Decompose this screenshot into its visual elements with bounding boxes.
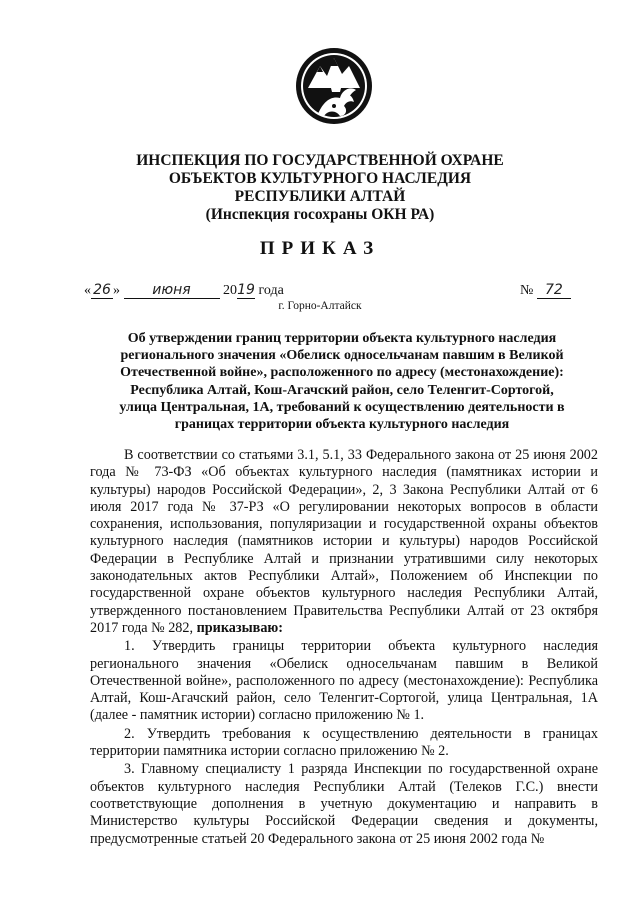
agency-line-3: РЕСПУБЛИКИ АЛТАЙ [234, 188, 406, 205]
order-item-1: 1. Утвердить границы территории объекта культурного наследия регионального значения «Обелиск односельчанам павшим в Великой Отечественной войне», расположенного по адресу (местонахождение): Республика Алтай, Кош-Агачский район, село Теленгит-Сортогой, улица Центральная, 1А (далее - памятник истории) согласно приложению № 1. [90, 638, 598, 724]
date-quote-close: » [113, 283, 120, 298]
date-day: 26 [91, 282, 113, 299]
date-year-suffix: 19 [237, 282, 255, 298]
agency-line-2: ОБЪЕКТОВ КУЛЬТУРНОГО НАСЛЕДИЯ [168, 170, 472, 187]
agency-short-name: (Инспекция госохраны ОКН РА) [205, 206, 435, 223]
agency-name-block [60, 152, 580, 224]
date-year-prefix: 20 [223, 283, 237, 298]
order-title: ПРИКАЗ [259, 238, 381, 259]
date-quote-open: « [84, 283, 91, 298]
subject-line: Об утверждении границ территории объекта культурного наследия [127, 331, 557, 346]
order-item-2: 2. Утвердить требования к осуществлению деятельности в границах территории памятника истории согласно приложению № 2. [90, 725, 598, 760]
subject-line: Отечественной войне», расположенного по адресу (местонахождение): [120, 365, 564, 381]
date-month: июня [124, 282, 220, 299]
subject-line: Республика Алтай, Кош-Агачский район, село Теленгит-Сортогой, [130, 382, 554, 398]
order-date [84, 282, 284, 299]
order-item-3: 3. Главному специалисту 1 разряда Инспекции по государственной охране объектов культурного наследия Республики Алтай (Телеков Г.С.) внести соответствующие дополнения в учетную документацию и направить в Министерство культуры Российской Федерации сведения и документы, предусмотренные статьей 20 Федерального закона от 25 июня 2002 года № [90, 761, 598, 847]
subject-line: границах территории объекта культурного наследия [174, 417, 510, 433]
preamble-paragraph [90, 447, 598, 637]
date-year-word: года [258, 283, 284, 298]
number-label: № [520, 283, 534, 298]
preamble-text: В соответствии со статьями 3.1, 5.1, 33 Федерального закона от 25 июня 2002 года № 73-ФЗ «Об объектах культурного наследия (памятниках истории и культуры) народов Российской Федерации», 2, 3 Закона Республики Алтай от 6 июля 2017 года № 37-РЗ «О регулировании некоторых вопросов в области сохранения, использования, популяризации и государственной охраны объектов культурного наследия (памятников истории и культуры) народов Российской Федерации в Республике Алтай и признании утратившими силу некоторых законодательных актов Республики Алтай», Положением об Инспекции по государственной охране объектов культурного наследия Республики Алтай, утвержденного постановлением Правительства Республики Алтай от 23 октября 2017 года № 282, [90, 447, 598, 636]
subject-line: улица Центральная, 1А, требований к осуществлению деятельности в [119, 399, 565, 415]
city-name: г. Горно-Алтайск [278, 300, 362, 312]
agency-line-1: ИНСПЕКЦИЯ ПО ГОСУДАРСТВЕННОЙ ОХРАНЕ [136, 152, 504, 169]
order-number [520, 282, 571, 299]
number-value: 72 [537, 282, 571, 299]
order-subject [92, 330, 592, 433]
order-body [90, 447, 598, 849]
republic-altai-emblem-icon [294, 40, 374, 132]
order-verb: приказываю: [196, 619, 283, 636]
subject-line: регионального значения «Обелиск односельчанам павшим в Великой [120, 348, 564, 364]
